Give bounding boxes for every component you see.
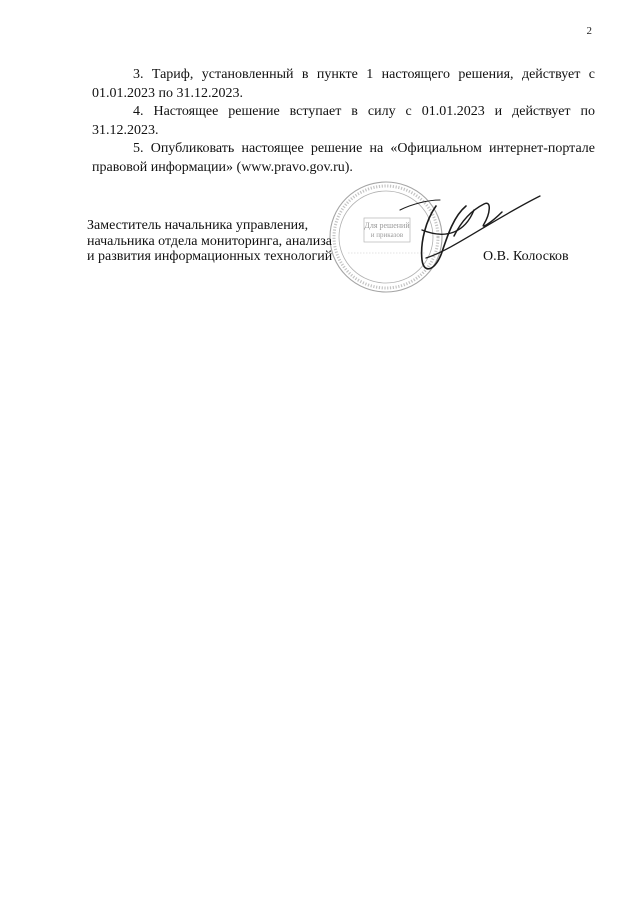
stamp-text-line1: Для решений bbox=[364, 221, 410, 230]
document-body bbox=[92, 66, 595, 177]
handwritten-signature bbox=[392, 180, 542, 280]
position-line-1: Заместитель начальника управления, bbox=[87, 218, 309, 233]
paragraph-publication: 5. Опубликовать настоящее решение на «Официальном интернет-портале правовой информации» (www.pravo.gov.ru). bbox=[92, 141, 595, 175]
page-number: 2 bbox=[586, 25, 592, 37]
paragraph-effective-date: 4. Настоящее решение вступает в силу с 01.01.2023 и действует по 31.12.2023. bbox=[92, 104, 595, 138]
position-line-2: начальника отдела мониторинга, анализа bbox=[87, 233, 332, 249]
paragraph-tariff-validity: 3. Тариф, установленный в пункте 1 настоящего решения, действует с 01.01.2023 по 31.12.2023. bbox=[92, 67, 595, 101]
position-line-3: и развития информационных технологий bbox=[87, 249, 333, 264]
signatory-position bbox=[87, 218, 332, 265]
stamp-text-line2: и приказов bbox=[370, 231, 404, 239]
signatory-name: О.В. Колосков bbox=[483, 249, 569, 264]
